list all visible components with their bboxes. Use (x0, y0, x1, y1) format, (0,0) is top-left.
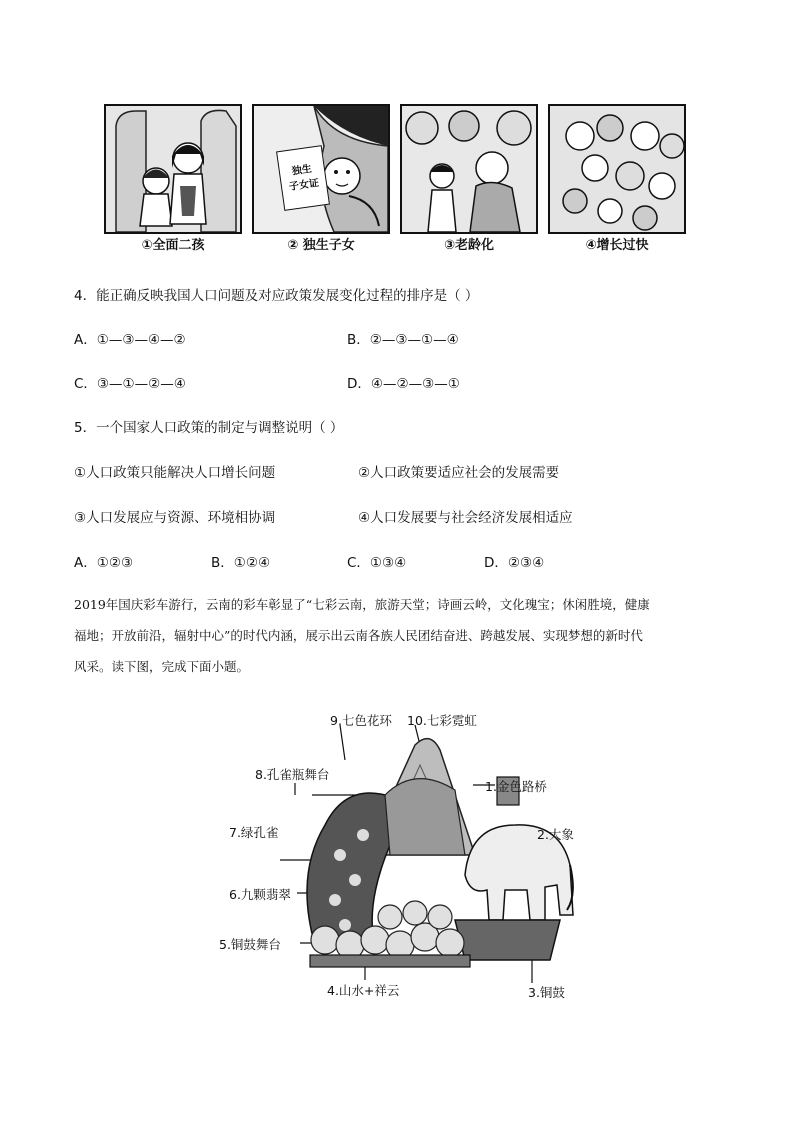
q5-option-b: B．①②④ (211, 555, 271, 571)
label-nine-emeralds: 6.九颗翡翠 (229, 887, 291, 902)
label-landscape-clouds: 4.山水+祥云 (327, 983, 400, 998)
label-seven-color-neon: 10.七彩霓虹 (407, 713, 477, 728)
float-illustration (215, 705, 585, 1005)
q4-option-d: D．④—②—③—① (347, 376, 460, 392)
label-bronze-drum: 3.铜鼓 (528, 985, 565, 1000)
q5-statement-1: ①人口政策只能解决人口增长问题 (74, 465, 276, 481)
q4-option-c: C．③—①—②—④ (74, 376, 186, 392)
panel-two-child (104, 104, 242, 260)
q5-option-a: A．①②③ (74, 555, 134, 571)
label-seven-color-garland: 9.七色花环 (330, 713, 392, 728)
q5-option-d: D．②③④ (484, 555, 545, 571)
panel-caption: ③老龄化 (443, 238, 494, 253)
q5-option-c: C．①③④ (347, 555, 407, 571)
q5-statement-4: ④人口发展要与社会经济发展相适应 (358, 510, 573, 526)
panel-rapid-growth (548, 104, 686, 260)
panel-image (548, 104, 686, 234)
card-text: 独生 (291, 163, 313, 178)
label-elephant: 2.大象 (537, 827, 574, 842)
q5-statement-2: ②人口政策要适应社会的发展需要 (358, 465, 560, 481)
q5-statement-3: ③人口发展应与资源、环境相协调 (74, 510, 276, 526)
question-4-stem: 4．能正确反映我国人口问题及对应政策发展变化过程的排序是（ ） (74, 288, 479, 304)
label-golden-bridge: 1.金色路桥 (485, 779, 547, 794)
panel-image (252, 104, 390, 234)
passage-line-3: 风采。读下图，完成下面小题。 (74, 659, 250, 674)
yunnan-float-figure (215, 705, 585, 1005)
q4-option-b: B．②—③—①—④ (347, 332, 459, 348)
population-policy-panels (104, 104, 690, 260)
card-text: 子女证 (288, 177, 320, 193)
panel-aging (400, 104, 538, 260)
q4-option-a: A．①—③—④—② (74, 332, 186, 348)
certificate-card (276, 145, 330, 211)
passage-line-2: 福地；开放前沿，辐射中心”的时代内涵，展示出云南各族人民团结奋进、跨越发展、实现梦想的新时代 (74, 628, 643, 643)
question-5-stem: 5．一个国家人口政策的制定与调整说明（ ） (74, 420, 344, 436)
label-green-peacock: 7.绿孔雀 (229, 825, 279, 840)
panel-caption: ② 独生子女 (287, 238, 355, 253)
panel-image (104, 104, 242, 234)
passage-line-1: 2019年国庆彩车游行，云南的彩车彰显了“七彩云南，旅游天堂；诗画云岭，文化瑰宝；休闲胜境，健康 (74, 597, 650, 612)
panel-only-child (252, 104, 390, 260)
panel-image (400, 104, 538, 234)
panel-caption: ④增长过快 (585, 238, 649, 253)
label-bronze-drum-stage: 5.铜鼓舞台 (219, 937, 281, 952)
label-peacock-vase-stage: 8.孔雀瓶舞台 (255, 767, 330, 782)
panel-caption: ①全面二孩 (141, 238, 205, 253)
